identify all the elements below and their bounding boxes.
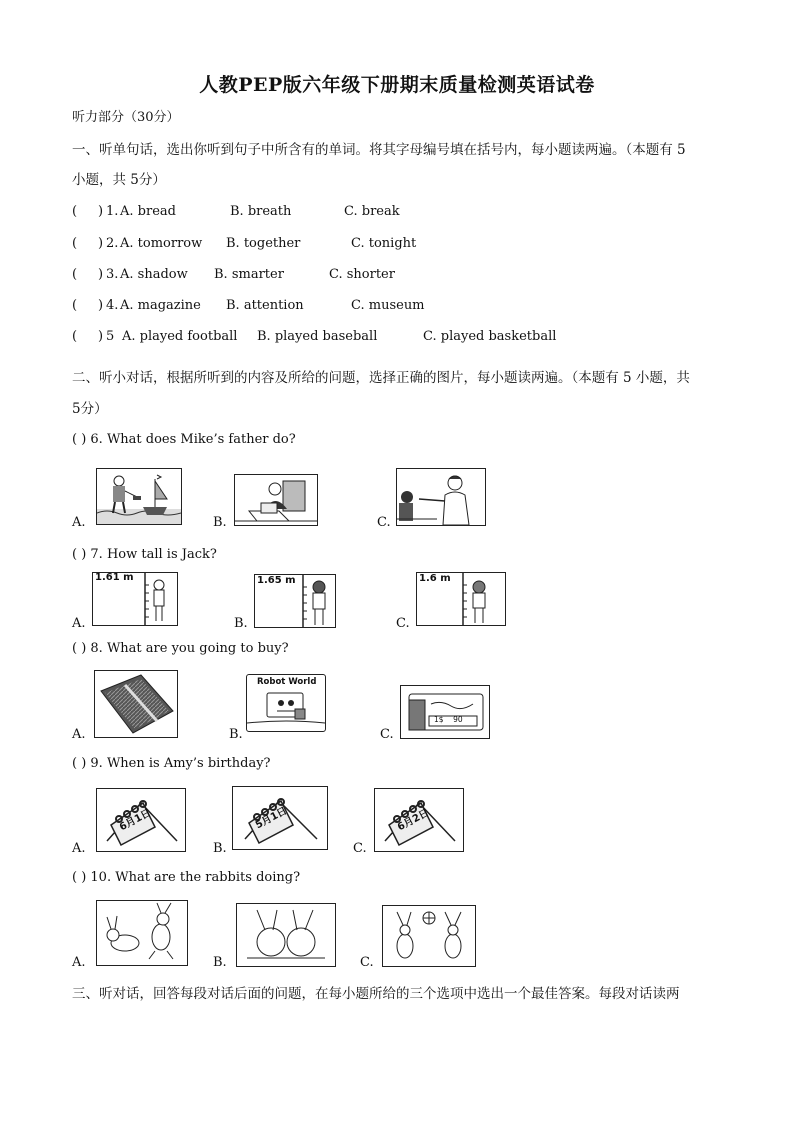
height-label-a: 1.61 m <box>95 572 134 583</box>
q9-option-b-label: B. <box>213 841 227 856</box>
option-b: B. played baseball <box>257 329 378 344</box>
question-number: 1. <box>106 204 119 219</box>
bus-card-text: 1$ 90 <box>434 715 463 724</box>
answer-bracket-close: ) <box>98 298 104 313</box>
listening-header: 听力部分（30分） <box>72 110 180 125</box>
book-title: Robot World <box>257 677 317 687</box>
question-10: ( ) 10. What are the rabbits doing? <box>72 870 301 885</box>
option-a: A. tomorrow <box>120 236 203 251</box>
question-8: ( ) 8. What are you going to buy? <box>72 641 289 656</box>
page-title: 人教PEP版六年级下册期末质量检测英语试卷 <box>199 74 595 96</box>
q9-option-c-label: C. <box>353 841 367 856</box>
answer-bracket-open: ( <box>72 204 78 219</box>
option-c: C. shorter <box>329 267 395 282</box>
calendar-a-date: 6月1日 <box>117 807 153 834</box>
answer-bracket-open: ( <box>72 329 78 344</box>
question-7: ( ) 7. How tall is Jack? <box>72 547 217 562</box>
height-label-b: 1.65 m <box>257 575 296 586</box>
question-number: 3. <box>106 267 119 282</box>
rabbits-running-picture <box>96 900 188 966</box>
q10-option-b-label: B. <box>213 955 227 970</box>
q8-option-a-label: A. <box>72 727 86 742</box>
rabbits-playing-ball-picture <box>382 905 476 967</box>
section1-instruction-1: 一、听单句话，选出你听到句子中所含有的单词。将其字母编号填在括号内，每小题读两遍。（本题有 5 <box>72 142 686 158</box>
answer-bracket-open: ( <box>72 267 78 282</box>
answer-bracket-close: ) <box>98 204 104 219</box>
answer-bracket-close: ) <box>98 267 104 282</box>
q7-option-a-label: A. <box>72 616 86 631</box>
answer-bracket-close: ) <box>98 236 104 251</box>
fisherman-picture <box>96 468 182 525</box>
q6-option-c-label: C. <box>377 515 391 530</box>
height-label-c: 1.6 m <box>419 573 451 584</box>
q8-option-b-label: B. <box>229 727 243 742</box>
bus-card-picture <box>400 685 490 739</box>
q10-option-c-label: C. <box>360 955 374 970</box>
option-c: C. museum <box>351 298 425 313</box>
question-number: 2. <box>106 236 119 251</box>
option-a: A. bread <box>120 204 176 219</box>
answer-bracket-close: ) <box>98 329 104 344</box>
option-b: B. breath <box>230 204 292 219</box>
option-a: A. magazine <box>120 298 201 313</box>
option-c: C. break <box>344 204 400 219</box>
q8-option-c-label: C. <box>380 727 394 742</box>
q9-option-a-label: A. <box>72 841 86 856</box>
option-a: A. played football <box>122 329 238 344</box>
q7-option-c-label: C. <box>396 616 410 631</box>
q6-option-a-label: A. <box>72 515 86 530</box>
section3-instruction-1: 三、听对话，回答每段对话后面的问题，在每小题所给的三个选项中选出一个最佳答案。每段对话读两 <box>72 986 680 1002</box>
option-b: B. attention <box>226 298 304 313</box>
option-b: B. together <box>226 236 301 251</box>
question-number: 5 <box>106 329 115 344</box>
calendar-c-date: 6月2日 <box>395 807 431 834</box>
answer-bracket-open: ( <box>72 298 78 313</box>
q10-option-a-label: A. <box>72 955 86 970</box>
section2-instruction-2: 5分） <box>72 401 108 417</box>
option-c: C. tonight <box>351 236 417 251</box>
calendar-b-date: 5月1日 <box>253 805 289 832</box>
question-6: ( ) 6. What does Mike’s father do? <box>72 432 296 447</box>
q6-option-b-label: B. <box>213 515 227 530</box>
answer-bracket-open: ( <box>72 236 78 251</box>
section1-instruction-2: 小题，共 5分） <box>72 172 166 188</box>
option-b: B. smarter <box>214 267 284 282</box>
question-9: ( ) 9. When is Amy’s birthday? <box>72 756 271 771</box>
option-a: A. shadow <box>120 267 188 282</box>
section2-instruction-1: 二、听小对话，根据所听到的内容及所给的问题，选择正确的图片，每小题读两遍。（本题有 5 小题，共 <box>72 370 690 386</box>
question-number: 4. <box>106 298 119 313</box>
office-worker-picture <box>234 474 318 526</box>
doctor-picture <box>396 468 486 526</box>
rabbits-sleeping-picture <box>236 903 336 967</box>
notebook-picture <box>94 670 178 738</box>
option-c: C. played basketball <box>423 329 557 344</box>
q7-option-b-label: B. <box>234 616 248 631</box>
